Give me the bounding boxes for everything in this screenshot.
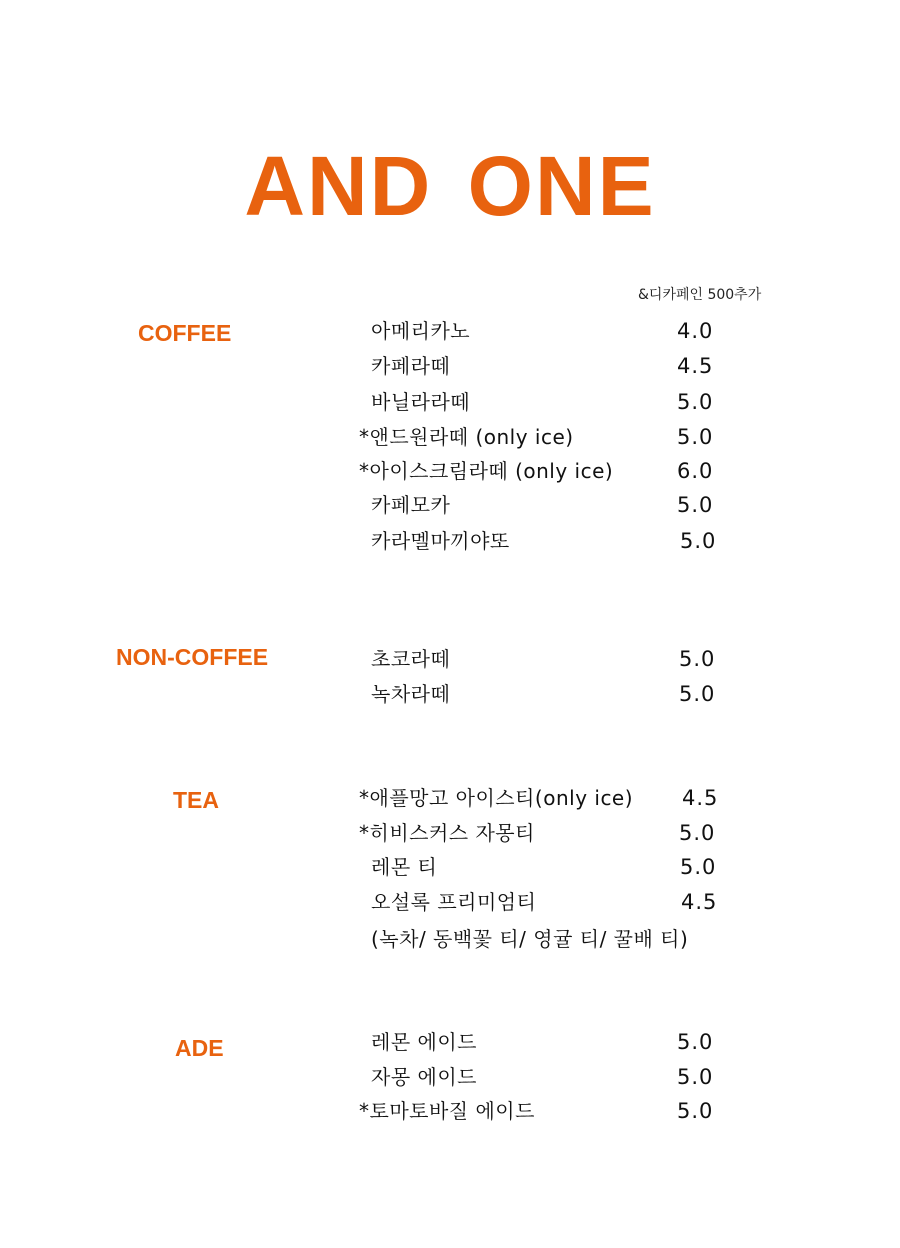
menu-item-name: 카페라떼 [371, 354, 451, 378]
category-ade: ADE [175, 1035, 224, 1061]
menu-item-name: 레몬 에이드 [371, 1030, 477, 1054]
menu-item-price: 5.0 [679, 682, 716, 706]
menu-item-price: 5.0 [677, 1099, 714, 1123]
menu-item-name: 아메리카노 [371, 319, 471, 343]
menu-item-price: 5.0 [679, 647, 716, 671]
decaf-note: &디카페인 500추가 [638, 287, 762, 303]
menu-item-price: 6.0 [677, 459, 714, 483]
menu-item-price: 5.0 [679, 821, 716, 845]
menu-item-price: 5.0 [680, 855, 717, 879]
category-coffee: COFFEE [138, 320, 232, 346]
menu-item-price: 4.0 [677, 319, 714, 343]
menu-item-name: 카라멜마끼야또 [371, 529, 510, 553]
menu-item-name: 카페모카 [371, 493, 451, 517]
menu-item-name: 자몽 에이드 [371, 1065, 477, 1089]
menu-item-name: *히비스커스 자몽티 [359, 821, 535, 845]
menu-item-name: 녹차라떼 [371, 682, 451, 706]
menu-item-name: 초코라떼 [371, 647, 451, 671]
menu-item-price: 4.5 [682, 786, 719, 810]
menu-item-name: *토마토바질 에이드 [359, 1099, 535, 1123]
menu-item-name: 오설록 프리미엄티 [371, 890, 537, 914]
menu-item-price: 5.0 [677, 1030, 714, 1054]
menu-item-name: *앤드원라떼 (only ice) [359, 425, 574, 449]
menu-item-price: 5.0 [677, 425, 714, 449]
menu-item-price: 5.0 [680, 529, 717, 553]
menu-item-name: *아이스크림라떼 (only ice) [359, 459, 614, 483]
menu-item-price: 5.0 [677, 390, 714, 414]
menu-title: AND ONE [244, 139, 656, 233]
menu-item-name: 레몬 티 [371, 855, 438, 879]
menu-item-price: 4.5 [677, 354, 714, 378]
tea-options-note: (녹차/ 동백꽃 티/ 영귤 티/ 꿀배 티) [371, 927, 689, 951]
category-tea: TEA [173, 787, 219, 813]
menu-item-name: *애플망고 아이스티(only ice) [359, 786, 634, 810]
menu-item-name: 바닐라라떼 [371, 390, 471, 414]
menu-item-price: 5.0 [677, 1065, 714, 1089]
menu-item-price: 5.0 [677, 493, 714, 517]
category-non-coffee: NON-COFFEE [116, 644, 269, 670]
menu-item-price: 4.5 [681, 890, 718, 914]
